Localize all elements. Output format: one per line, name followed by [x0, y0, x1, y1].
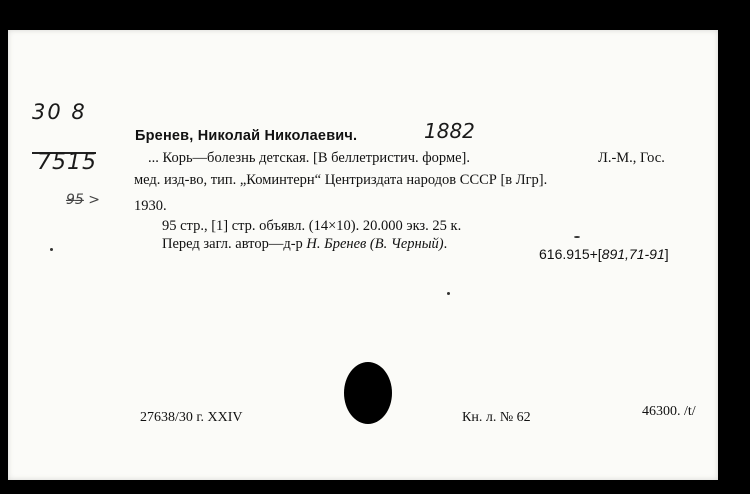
class-code-plain: 616.915+[	[539, 246, 602, 262]
collation-line: 95 стр., [1] стр. объявл. (14×10). 20.000 экз. 25 к.	[162, 218, 462, 234]
class-code-italic: 891,71-91	[601, 246, 665, 262]
registration-number: 27638/30 г. XXIV	[140, 410, 243, 425]
note-prefix: Перед загл. автор—д-р	[162, 236, 307, 252]
birth-year-handwritten: 1882	[424, 119, 475, 143]
title-line	[148, 150, 665, 167]
margin-scribble: 9̶5̶ >	[66, 192, 100, 208]
class-code-close: ]	[664, 246, 669, 262]
shelf-mark-top: 30 8	[32, 100, 87, 124]
ink-speck	[574, 236, 580, 238]
year-line: 1930.	[134, 198, 167, 214]
title-text: ... Корь—болезнь детская. [В беллетристич. форме].	[148, 150, 471, 166]
shelf-mark-bottom: 7515	[37, 150, 97, 175]
scan-border	[718, 0, 750, 494]
title-line-tail: Л.-М., Гос.	[598, 150, 665, 166]
note-author-names: Н. Бренев (В. Черный)	[306, 236, 444, 252]
ink-speck	[447, 292, 450, 295]
note-line	[162, 236, 447, 253]
classification-code	[539, 246, 669, 262]
punch-hole	[344, 362, 392, 424]
author-heading: Бренев, Николай Николаевич.	[135, 128, 358, 144]
card-number: 46300. /t/	[642, 404, 696, 419]
publisher-line: мед. изд-во, тип. „Коминтерн“ Центриздата народов СССР [в Лгр].	[134, 172, 548, 188]
ink-speck	[50, 248, 53, 251]
book-chronicle-number: Кн. л. № 62	[462, 410, 531, 425]
note-suffix: .	[443, 236, 448, 252]
